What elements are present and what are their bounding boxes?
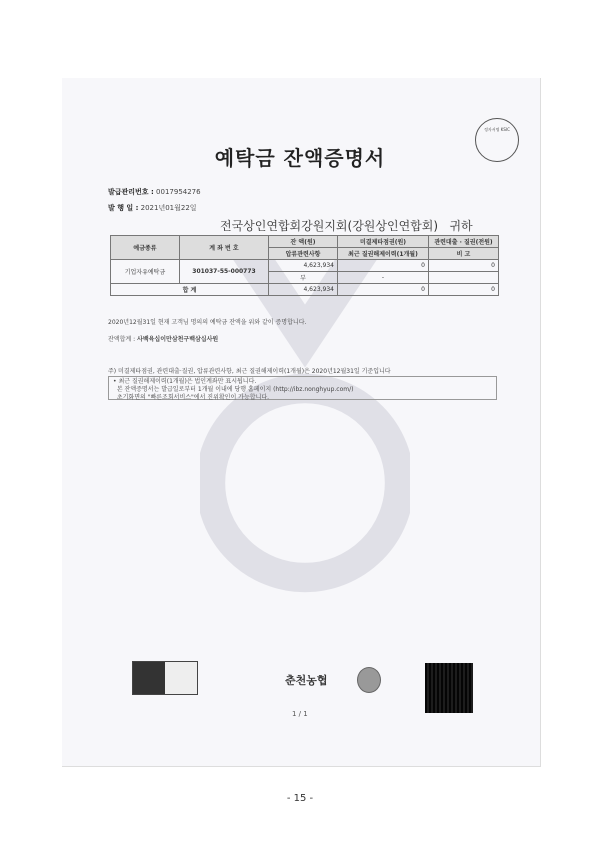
header-remark: 비 고 [429,248,499,260]
certification-seal: 정자서명 KSIC [475,118,519,162]
header-recent-release: 최근 질권해제이력(1개월) [338,248,429,260]
total-loan: 0 [429,284,499,296]
notice-box [108,376,497,400]
statement-text: 2020년12월31일 현재 고객님 명의의 예탁금 잔액을 위와 같이 증명합니다. [108,319,307,326]
document-title: 예탁금 잔액증명서 [214,146,386,170]
cell-type: 기업자유예탁금 [111,260,180,284]
header-seizure: 압류관련사항 [269,248,338,260]
cell-seizure: 부 [269,272,338,284]
note-text: 주) 미결제타점권, 관련대출·질권, 압류관련사항, 최근 질권해제이력(1개월)은 2020년12월31일 기준입니다 [108,368,391,375]
table-row [111,260,499,272]
balance-table [110,235,499,296]
total-balance: 4,623,934 [269,284,338,296]
header-account: 계 좌 번 호 [180,236,269,260]
qr-code [425,663,473,713]
header-uncollected: 미결제타점권(원) [338,236,429,248]
total-row [111,284,499,296]
page-indicator: 1 / 1 [292,710,308,718]
notice-line: • 최근 질권해제이력(1개월)은 법인계좌만 표시됩니다. [113,378,257,385]
bank-name: 춘천농협 [285,674,328,687]
recipient: 전국상인연합회강원지회(강원상인연합회) 귀하 [220,219,473,233]
total-label: 합 계 [111,284,269,296]
cell-recent-release: - [338,272,429,284]
notice-line: 초기화면의 "빠른조회서비스"에서 진위확인이 가능합니다. [113,394,270,401]
issue-date: 발 행 일 : 2021년01월22일 [108,204,197,212]
total-uncollected: 0 [338,284,429,296]
cell-account: 301037-55-000773 [180,260,269,284]
sum-in-words: 잔액합계 : 사백육십이만삼천구백삼십사원 [108,336,219,343]
header-balance: 잔 액(원) [269,236,338,248]
cell-loan: 0 [429,260,499,272]
cell-uncollected: 0 [338,260,429,272]
bank-stamp [357,667,381,693]
cell-balance: 4,623,934 [269,260,338,272]
cell-remark [429,272,499,284]
notice-line: 본 잔액증명서는 발급일로부터 1개월 이내에 당행 홈페이지 (http://ibz.nonghyup.com/) [113,386,354,393]
issue-number: 발급관리번호 : 0017954276 [108,188,201,196]
header-type: 예금종류 [111,236,180,260]
header-loan: 관련대출 · 질권(전원) [429,236,499,248]
barcode-image [132,661,198,695]
footer-page-number: - 15 - [286,793,314,804]
